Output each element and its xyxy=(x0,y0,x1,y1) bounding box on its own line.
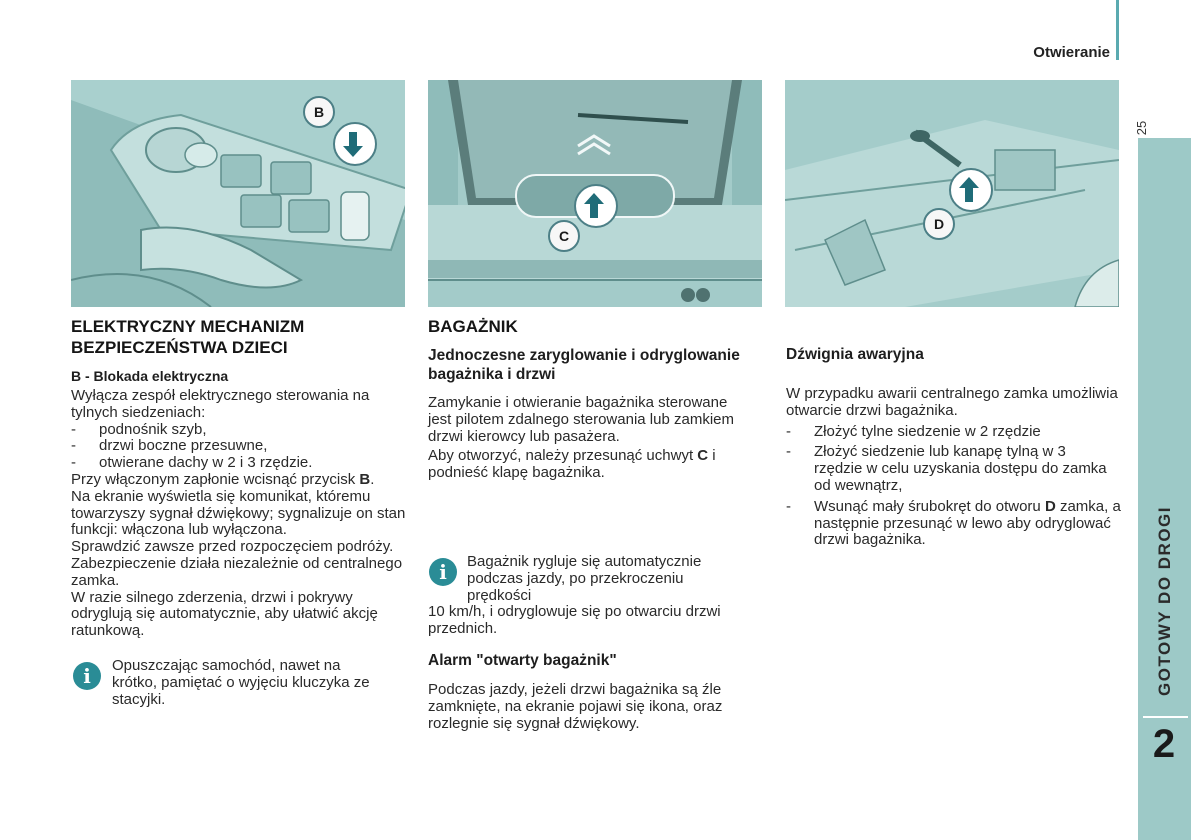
marker-d: D xyxy=(923,208,955,240)
list-item: - podnośnik szyb, xyxy=(71,420,207,438)
page-number: 25 xyxy=(1134,120,1149,136)
info-text-speed-a: Bagażnik rygluje się automatycznie podczas jazdy, po przekroczeniu prędkości xyxy=(467,553,702,604)
list-item: - drzwi boczne przesuwne, xyxy=(71,437,268,455)
subheading-locking: Jednoczesne zaryglowanie i odryglowanie bagażnika i drzwi xyxy=(428,347,740,383)
info-icon: i xyxy=(429,558,457,586)
intro-text: Wyłącza zespół elektrycznego sterowania na tylnych siedzeniach: xyxy=(71,387,370,421)
info-box-key xyxy=(71,658,411,708)
photo-interior-lock xyxy=(785,80,1119,307)
subheading-emergency-lever: Dźwignia awaryjna xyxy=(786,346,924,363)
paragraph-press-b: Przy włączonym zapłonie wcisnąć przycisk B. xyxy=(71,470,375,488)
column-emergency-lever xyxy=(786,345,1126,549)
subheading-alarm: Alarm "otwarty bagażnik" xyxy=(428,652,617,669)
info-box-speed xyxy=(428,554,763,638)
list-item: - otwierane dachy w 2 i 3 rzędzie. xyxy=(71,454,313,472)
info-icon: i xyxy=(73,662,101,690)
alarm-text: Podczas jazdy, jeżeli drzwi bagażnika są źle zamknięte, na ekranie pojawi się ikona, oraz rozlegnie się sygnał dźwiękowy. xyxy=(428,681,723,732)
section-heading-trunk: BAGAŻNIK xyxy=(428,317,518,336)
list-item: - Złożyć tylne siedzenie w 2 rzędzie xyxy=(786,422,1041,440)
marker-c: C xyxy=(548,220,580,252)
list-item: - Złożyć siedzenie lub kanapę tylną w 3 rzędzie w celu uzyskania dostępu do zamka od wewnątrz, xyxy=(786,443,1107,494)
column-trunk xyxy=(428,316,763,732)
up-arrow-icon-d xyxy=(949,168,993,212)
page-header-title: Otwieranie xyxy=(1033,44,1110,61)
up-arrow-icon xyxy=(574,184,618,228)
list-item: - Wsunąć mały śrubokręt do otworu D zamka, a następnie przesunąć w lewo aby odryglować drzwi bagażnika. xyxy=(786,497,1121,549)
down-arrow-icon xyxy=(333,122,377,166)
paragraph-collision: W razie silnego zderzenia, drzwi i pokrywy odryglują się automatycznie, aby ułatwić akcję ratunkową. xyxy=(71,588,378,640)
trunk-body xyxy=(428,395,748,482)
column-child-safety xyxy=(71,316,411,708)
paragraph-emergency: W przypadku awarii centralnego zamka umożliwia otwarcie drzwi bagażnika. xyxy=(786,385,1118,419)
subheading-electric-lock: B - Blokada elektryczna xyxy=(71,368,229,384)
marker-b: B xyxy=(303,96,335,128)
info-text-key: Opuszczając samochód, nawet na krótko, pamiętać o wyjęciu kluczyka ze stacyjki. xyxy=(112,656,370,708)
paragraph-open: Aby otworzyć, należy przesunąć uchwyt C i podnieść klapę bagażnika. xyxy=(428,447,716,482)
photo-door-switch-panel xyxy=(71,80,405,307)
chapter-number: 2 xyxy=(1152,722,1176,766)
info-text-speed-b: 10 km/h, i odryglowuje się po otwarciu drzwi przednich. xyxy=(428,603,721,638)
chapter-tab-label: GOTOWY DO DROGI xyxy=(1155,506,1174,696)
child-safety-body xyxy=(71,388,411,640)
paragraph-message: Na ekranie wyświetla się komunikat, któremu towarzyszy sygnał dźwiękowy; sygnalizuje on stan funkcji: włączona lub wyłączona. xyxy=(71,487,406,539)
photo-rear-tailgate xyxy=(428,80,762,307)
paragraph-remote: Zamykanie i otwieranie bagażnika sterowane jest pilotem zdalnego sterowania lub zamkiem drzwi kierowcy lub pasażera. xyxy=(428,394,734,445)
emergency-body xyxy=(786,386,1126,549)
paragraph-check: Sprawdzić zawsze przed rozpoczęciem podróży. xyxy=(71,538,394,556)
section-heading-child-safety: ELEKTRYCZNY MECHANIZM BEZPIECZEŃSTWA DZIECI xyxy=(71,317,305,357)
paragraph-independent: Zabezpieczenie działa niezależnie od centralnego zamka. xyxy=(71,554,403,589)
chapter-tab-divider xyxy=(1143,716,1188,718)
header-rule xyxy=(1116,0,1119,60)
